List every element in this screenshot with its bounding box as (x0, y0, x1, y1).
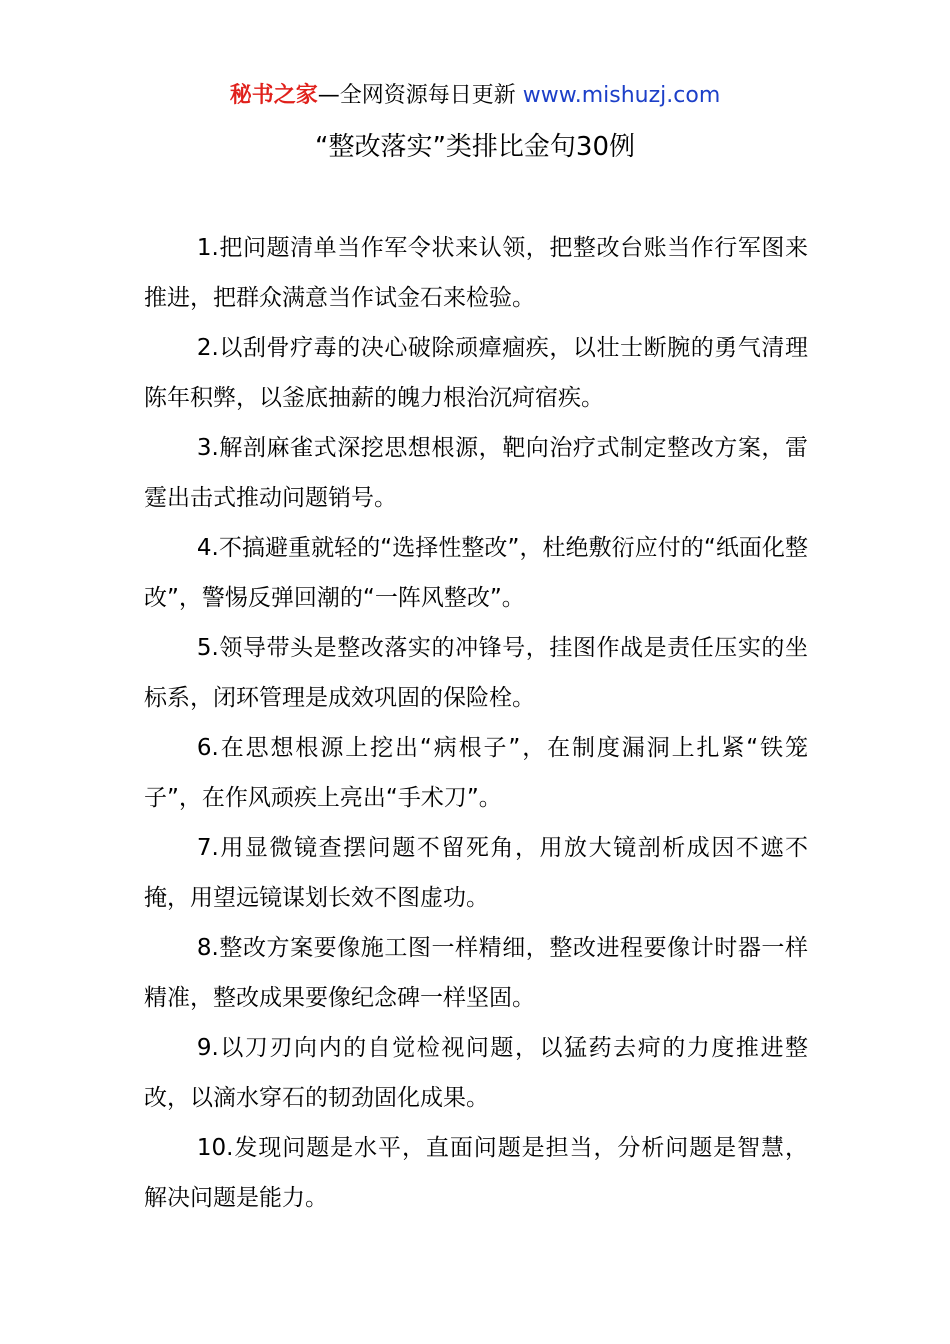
list-item: 3.解剖麻雀式深挖思想根源，靶向治疗式制定整改方案，雷霆出击式推动问题销号。 (144, 435, 808, 511)
list-item: 4.不搞避重就轻的“选择性整改”，杜绝敷衍应付的“纸面化整改”，警惕反弹回潮的“一阵风整改”。 (144, 535, 808, 611)
list-item: 5.领导带头是整改落实的冲锋号，挂图作战是责任压实的坐标系，闭环管理是成效巩固的保险栓。 (144, 635, 808, 711)
site-url-link[interactable]: www.mishuzj.com (522, 83, 721, 108)
brand-name: 秘书之家 (229, 83, 318, 108)
header-tagline: —全网资源每日更新 (317, 83, 516, 108)
site-header (0, 80, 950, 112)
list-item: 6.在思想根源上挖出“病根子”，在制度漏洞上扎紧“铁笼子”，在作风顽疾上亮出“手术刀”。 (144, 735, 808, 811)
list-item: 10.发现问题是水平，直面问题是担当，分析问题是智慧，解决问题是能力。 (144, 1135, 808, 1211)
list-item: 1.把问题清单当作军令状来认领，把整改台账当作行军图来推进，把群众满意当作试金石来检验。 (144, 235, 808, 311)
list-item: 9.以刀刃向内的自觉检视问题，以猛药去疴的力度推进整改，以滴水穿石的韧劲固化成果。 (144, 1035, 808, 1111)
list-item: 8.整改方案要像施工图一样精细，整改进程要像计时器一样精准，整改成果要像纪念碑一样坚固。 (144, 935, 808, 1011)
list-item: 7.用显微镜查摆问题不留死角，用放大镜剖析成因不遮不掩，用望远镜谋划长效不图虚功。 (144, 835, 808, 911)
page-title: “整改落实”类排比金句30例 (314, 132, 636, 162)
list-item: 2.以刮骨疗毒的决心破除顽瘴痼疾，以壮士断腕的勇气清理陈年积弊，以釜底抽薪的魄力根治沉疴宿疾。 (144, 335, 808, 411)
document-body (144, 223, 808, 1223)
